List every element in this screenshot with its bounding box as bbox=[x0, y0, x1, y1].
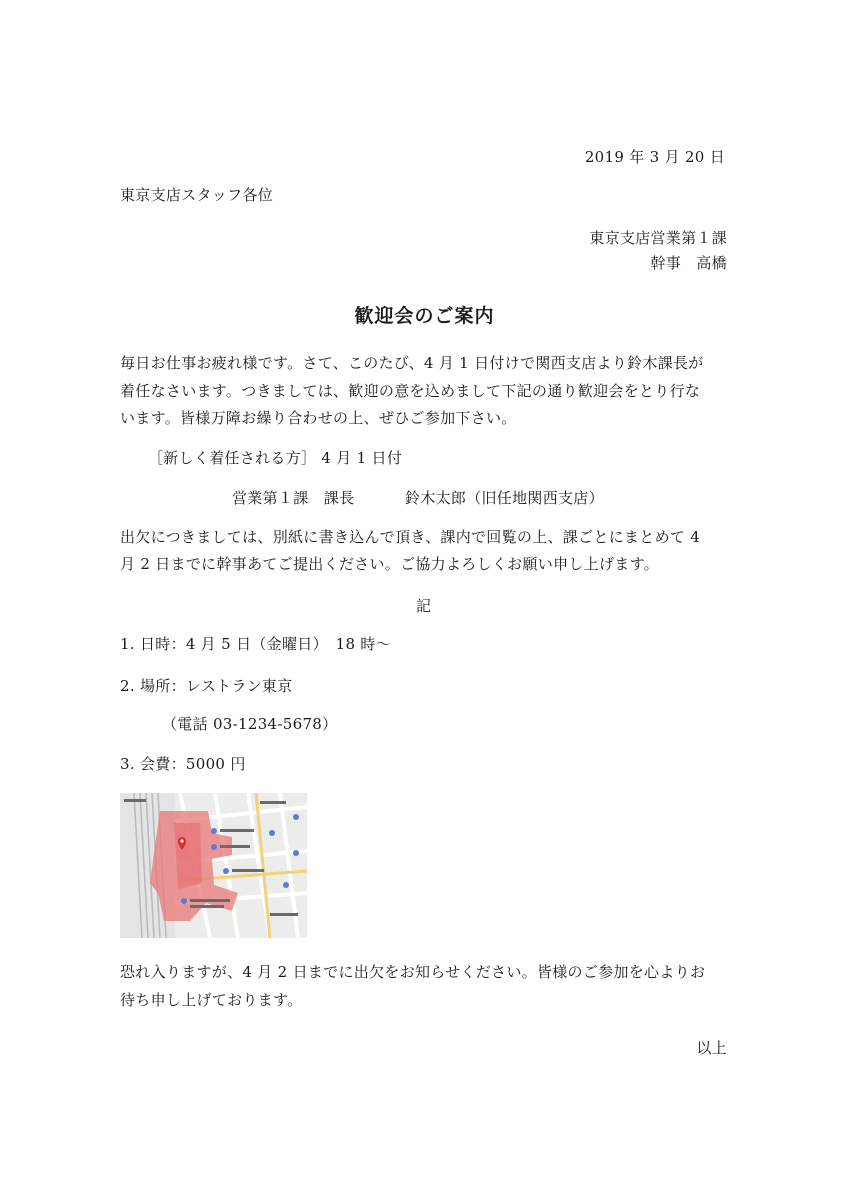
document-title: 歓迎会のご案内 bbox=[354, 305, 495, 327]
newcomer-role: 営業第１課 課長 bbox=[232, 489, 355, 507]
detail-date: 1. 日時：4 月 5 日（金曜日） 18 時〜 bbox=[120, 635, 392, 653]
intro-line-1: 毎日お仕事お疲れ様です。さて、このたび、4 月 1 日付けで関西支店より鈴木課長が bbox=[120, 354, 704, 372]
closing-line-2: 待ち申し上げております。 bbox=[120, 991, 303, 1009]
attendance-line-2: 月 2 日までに幹事あてご提出ください。ご協力よろしくお願い申し上げます。 bbox=[120, 555, 659, 573]
intro-line-2: 着任なさいます。つきましては、歓迎の意を込めまして下記の通り歓迎会をとり行な bbox=[120, 382, 701, 400]
detail-fee: 3. 会費：5000 円 bbox=[120, 755, 246, 773]
attendance-line-1: 出欠につきましては、別紙に書き込んで頂き、課内で回覧の上、課ごとにまとめて 4 bbox=[120, 528, 701, 546]
ijou-closing: 以上 bbox=[696, 1039, 727, 1057]
closing-line-1: 恐れ入りますが、4 月 2 日までに出欠をお知らせください。皆様のご参加を心よりお bbox=[120, 963, 706, 981]
recipient-line: 東京支店スタッフ各位 bbox=[120, 186, 274, 204]
location-map bbox=[120, 793, 307, 938]
newcomer-heading: ［新しく着任される方］ 4 月 1 日付 bbox=[148, 449, 403, 467]
detail-phone: （電話 03-1234-5678） bbox=[162, 715, 338, 733]
document-date: 2019 年 3 月 20 日 bbox=[584, 148, 725, 166]
ki-heading: 記 bbox=[416, 597, 432, 615]
detail-place: 2. 場所：レストラン東京 bbox=[120, 677, 293, 695]
sender-department: 東京支店営業第１課 bbox=[589, 229, 727, 247]
sender-name: 幹事 高橋 bbox=[650, 254, 727, 272]
intro-line-3: います。皆様万障お繰り合わせの上、ぜひご参加下さい。 bbox=[120, 409, 517, 427]
newcomer-name: 鈴木太郎（旧任地関西支店） bbox=[405, 489, 604, 507]
